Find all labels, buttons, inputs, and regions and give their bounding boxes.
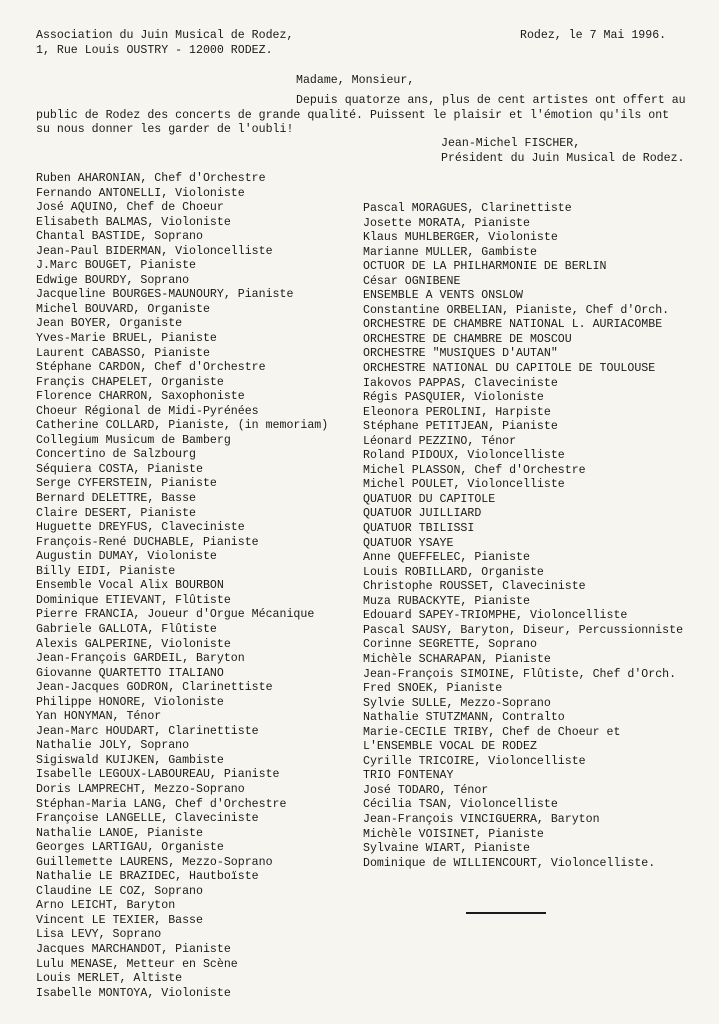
artist-entry: ORCHESTRE NATIONAL DU CAPITOLE DE TOULOUSE: [363, 362, 656, 376]
artist-entry: Choeur Régional de Midi-Pyrénées: [36, 404, 259, 418]
artist-entry: Jean BOYER, Organiste: [36, 317, 183, 331]
artist-entry: Elisabeth BALMAS, Violoniste: [36, 215, 231, 229]
artist-entry: Constantine ORBELIAN, Pianiste, Chef d'Orch.: [363, 303, 670, 317]
artist-entry: Edwige BOURDY, Soprano: [36, 273, 190, 287]
artist-list-left: [36, 172, 328, 1001]
sender-address: [36, 29, 293, 58]
body-line: su nous donner les garder de l'oubli!: [36, 123, 294, 136]
artist-entry: Michèle VOISINET, Pianiste: [363, 827, 544, 841]
artist-entry: Léonard PEZZINO, Ténor: [363, 434, 517, 448]
artist-entry: Florence CHARRON, Saxophoniste: [36, 390, 245, 404]
artist-entry: Jean-François GARDEIL, Baryton: [36, 652, 245, 666]
salutation: Madame, Monsieur,: [296, 74, 415, 87]
artist-entry: Serge CYFERSTEIN, Pianiste: [36, 477, 217, 491]
signature-block: [441, 137, 685, 166]
artist-entry: Marianne MULLER, Gambiste: [363, 245, 537, 259]
artist-entry: Arno LEICHT, Baryton: [36, 899, 176, 913]
artist-entry: Cyrille TRICOIRE, Violoncelliste: [363, 754, 586, 768]
artist-entry: Jean-Paul BIDERMAN, Violoncelliste: [36, 244, 273, 258]
artist-entry: ENSEMBLE A VENTS ONSLOW: [363, 289, 524, 303]
artist-entry: Isabelle LEGOUX-LABOUREAU, Pianiste: [36, 768, 280, 782]
artist-entry: Cécilia TSAN, Violoncelliste: [363, 798, 558, 812]
artist-entry: Georges LARTIGAU, Organiste: [36, 841, 224, 855]
artist-entry: Doris LAMPRECHT, Mezzo-Soprano: [36, 782, 245, 796]
artist-entry: Jean-Marc HOUDART, Clarinettiste: [36, 724, 259, 738]
artist-entry: Philippe HONORE, Violoniste: [36, 695, 224, 709]
signature-title: Président du Juin Musical de Rodez.: [441, 151, 685, 165]
body-line: Depuis quatorze ans, plus de cent artistes ont offert au: [296, 94, 686, 107]
artist-entry: Louis ROBILLARD, Organiste: [363, 565, 544, 579]
artist-entry: Yan HONYMAN, Ténor: [36, 710, 162, 724]
artist-entry: Pierre FRANCIA, Joueur d'Orgue Mécanique: [36, 608, 315, 622]
artist-entry: Nathalie STUTZMANN, Contralto: [363, 711, 565, 725]
artist-entry: Michèle SCHARAPAN, Pianiste: [363, 652, 551, 666]
artist-entry: TRIO FONTENAY: [363, 769, 454, 783]
artist-entry: Giovanne QUARTETTO ITALIANO: [36, 666, 224, 680]
artist-entry: Régis PASQUIER, Violoniste: [363, 391, 544, 405]
artist-entry: QUATUOR YSAYE: [363, 536, 454, 550]
artist-entry: Françis CHAPELET, Organiste: [36, 375, 224, 389]
letter-body: [36, 94, 686, 138]
artist-entry: Lisa LEVY, Soprano: [36, 928, 162, 942]
artist-entry: Collegium Musicum de Bamberg: [36, 433, 231, 447]
artist-entry: Catherine COLLARD, Pianiste, (in memoriam): [36, 419, 329, 433]
artist-entry: Klaus MUHLBERGER, Violoniste: [363, 231, 558, 245]
artist-entry: Isabelle MONTOYA, Violoniste: [36, 986, 231, 1000]
artist-entry: Yves-Marie BRUEL, Pianiste: [36, 332, 217, 346]
artist-entry: José TODARO, Ténor: [363, 783, 489, 797]
artist-entry: Pascal MORAGUES, Clarinettiste: [363, 202, 572, 215]
artist-entry: César OGNIBENE: [363, 274, 461, 288]
body-line: public de Rodez des concerts de grande qualité. Puissent le plaisir et l'émotion qu'ils ont: [36, 108, 670, 122]
artist-entry: Fernando ANTONELLI, Violoniste: [36, 186, 245, 200]
artist-entry: Claudine LE COZ, Soprano: [36, 884, 203, 898]
artist-entry: L'ENSEMBLE VOCAL DE RODEZ: [363, 740, 537, 754]
artist-entry: QUATUOR DU CAPITOLE: [363, 492, 496, 506]
artist-entry: Muza RUBACKYTE, Pianiste: [363, 594, 530, 608]
artist-entry: Eleonora PEROLINI, Harpiste: [363, 405, 551, 419]
artist-entry: Nathalie LE BRAZIDEC, Hautboïste: [36, 870, 259, 884]
artist-list-right: [363, 202, 683, 871]
artist-entry: Séquiera COSTA, Pianiste: [36, 462, 203, 476]
artist-entry: Stéphan-Maria LANG, Chef d'Orchestre: [36, 797, 287, 811]
artist-entry: Marie-CECILE TRIBY, Chef de Choeur et: [363, 725, 621, 739]
artist-entry: QUATUOR JUILLIARD: [363, 507, 482, 521]
artist-entry: François-René DUCHABLE, Pianiste: [36, 535, 259, 549]
artist-entry: Jean-François VINCIGUERRA, Baryton: [363, 812, 600, 826]
artist-entry: QUATUOR TBILISSI: [363, 522, 475, 536]
artist-entry: Stéphane PETITJEAN, Pianiste: [363, 420, 558, 434]
artist-entry: Stéphane CARDON, Chef d'Orchestre: [36, 361, 266, 375]
artist-entry: OCTUOR DE LA PHILHARMONIE DE BERLIN: [363, 260, 607, 274]
artist-entry: Laurent CABASSO, Pianiste: [36, 346, 210, 360]
artist-entry: Guillemette LAURENS, Mezzo-Soprano: [36, 855, 273, 869]
artist-entry: Augustin DUMAY, Violoniste: [36, 550, 217, 564]
artist-entry: Pascal SAUSY, Baryton, Diseur, Percussionniste: [363, 623, 684, 637]
artist-entry: Dominique de WILLIENCOURT, Violoncelliste.: [363, 856, 656, 870]
artist-entry: Michel BOUVARD, Organiste: [36, 302, 210, 316]
artist-entry: Alexis GALPERINE, Violoniste: [36, 637, 231, 651]
artist-entry: ORCHESTRE "MUSIQUES D'AUTAN": [363, 347, 558, 361]
artist-entry: Sylvie SULLE, Mezzo-Soprano: [363, 696, 551, 710]
sender-name: Association du Juin Musical de Rodez,: [36, 29, 294, 42]
artist-entry: Sigiswald KUIJKEN, Gambiste: [36, 753, 224, 767]
letter-date: Rodez, le 7 Mai 1996.: [520, 29, 667, 42]
artist-entry: Claire DESERT, Pianiste: [36, 506, 197, 520]
artist-entry: Ruben AHARONIAN, Chef d'Orchestre: [36, 172, 266, 185]
artist-entry: Ensemble Vocal Alix BOURBON: [36, 579, 224, 593]
artist-entry: Anne QUEFFELEC, Pianiste: [363, 551, 530, 565]
sender-street: 1, Rue Louis OUSTRY - 12000 RODEZ.: [36, 43, 273, 57]
artist-entry: José AQUINO, Chef de Choeur: [36, 201, 224, 215]
artist-entry: Jacques MARCHANDOT, Pianiste: [36, 942, 231, 956]
artist-entry: ORCHESTRE DE CHAMBRE NATIONAL L. AURIACOMBE: [363, 318, 663, 332]
artist-entry: Lulu MENASE, Metteur en Scène: [36, 957, 238, 971]
artist-entry: Vincent LE TEXIER, Basse: [36, 913, 203, 927]
signature-name: Jean-Michel FISCHER,: [441, 137, 581, 150]
artist-entry: J.Marc BOUGET, Pianiste: [36, 259, 197, 273]
artist-entry: Bernard DELETTRE, Basse: [36, 492, 197, 506]
artist-entry: Iakovos PAPPAS, Claveciniste: [363, 376, 558, 390]
artist-entry: Sylvaine WIART, Pianiste: [363, 842, 530, 856]
artist-entry: Huguette DREYFUS, Claveciniste: [36, 521, 245, 535]
artist-entry: Nathalie LANOE, Pianiste: [36, 826, 203, 840]
artist-entry: Michel POULET, Violoncelliste: [363, 478, 565, 492]
closing-rule: [466, 912, 546, 914]
artist-entry: Concertino de Salzbourg: [36, 448, 197, 462]
artist-entry: Françoise LANGELLE, Claveciniste: [36, 812, 259, 826]
artist-entry: Jean-François SIMOINE, Flûtiste, Chef d'Orch.: [363, 667, 677, 681]
artist-entry: Edouard SAPEY-TRIOMPHE, Violoncelliste: [363, 609, 628, 623]
artist-entry: Gabriele GALLOTA, Flûtiste: [36, 622, 217, 636]
artist-entry: Josette MORATA, Pianiste: [363, 216, 530, 230]
artist-entry: Christophe ROUSSET, Claveciniste: [363, 580, 586, 594]
artist-entry: Chantal BASTIDE, Soprano: [36, 230, 203, 244]
artist-entry: Jean-Jacques GODRON, Clarinettiste: [36, 681, 273, 695]
artist-entry: Dominique ETIEVANT, Flûtiste: [36, 593, 231, 607]
artist-entry: Nathalie JOLY, Soprano: [36, 739, 190, 753]
artist-entry: Michel PLASSON, Chef d'Orchestre: [363, 463, 586, 477]
artist-entry: Jacqueline BOURGES-MAUNOURY, Pianiste: [36, 288, 294, 302]
artist-entry: Roland PIDOUX, Violoncelliste: [363, 449, 565, 463]
artist-entry: Corinne SEGRETTE, Soprano: [363, 638, 537, 652]
artist-entry: Louis MERLET, Altiste: [36, 972, 183, 986]
artist-entry: ORCHESTRE DE CHAMBRE DE MOSCOU: [363, 332, 572, 346]
artist-entry: Fred SNOEK, Pianiste: [363, 682, 503, 696]
artist-entry: Billy EIDI, Pianiste: [36, 564, 176, 578]
